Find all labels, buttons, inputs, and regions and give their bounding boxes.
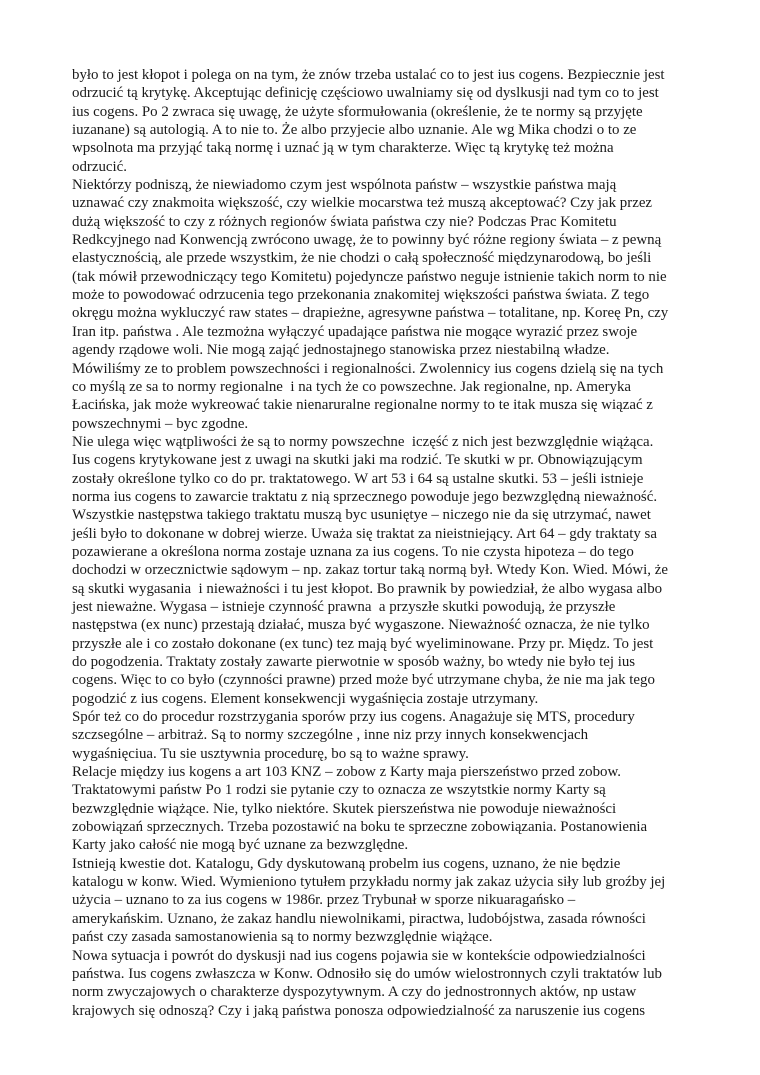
text-line: cogens. Więc to co było (czynności prawne) przed może być utrzymane chyba, że nie ma jak tego [72,672,655,689]
text-line: państ czy zasada samostanowienia są to normy bezwzględnie wiążące. [72,929,493,946]
text-line: iuzanane) są autologią. A to nie to. Że albo przyjecie albo uznanie. Ale wg Mika chodzi o to ze [72,122,637,139]
paragraph-3 [72,433,704,708]
text-line: wpsolnota ma przyjąć taką normę i uznać ją w tym charakterze. Więc tą krytykę też można [72,140,614,157]
text-line: Niektórzy podniszą, że niewiadomo czym jest wspólnota państw – wszystkie państwa mają [72,177,617,194]
paragraph-6 [72,855,704,947]
text-line: jeśli było to dokonane w dobrej wierze. Uważa się traktat za nieistniejący. Art 64 – gdy traktaty sa [72,525,657,542]
text-line: do pogodzenia. Traktaty zostały zawarte pierwotnie w sposób ważny, bo wtedy nie było tej ius [72,654,636,670]
text-line: Istnieją kwestie dot. Katalogu, Gdy dyskutowaną probelm ius cogens, uznano, że nie będzie [72,855,621,872]
text-line: bezwzględnie wiążące. Nie, tylko niektóre. Skutek pierszeństwa nie powoduje nieważności [72,800,617,817]
text-line: Iran itp. państwa . Ale tezmożna wyłączyć upadające państwa nie mogące wyrazić przez swoje [72,323,638,340]
text-line: przyszłe ale i co zostało dokonane (ex tunc) tez mają być wyeliminowane. Przy pr. Międz. To jest [72,635,654,652]
paragraph-2 [72,176,704,433]
text-line: amerykańskim. Uznano, że zakaz handlu niewolnikami, piractwa, ludobójstwa, zasada równości [72,910,646,927]
text-line: norm zwyczajowych o charakterze dyspozytywnym. A czy do jednostronnych aktów, np ustaw [72,984,637,1001]
text-line: okręgu można wykluczyć raw states – drapieżne, agresywne państwa – totalitane, np. Koreę Pn, czy [72,305,669,322]
text-line: Wszystkie następstwa takiego traktatu muszą byc usuniętye – niczego nie da się utrzymać, nawet [72,507,651,524]
text-line: uznawać czy znakmoita większość, czy wielkie mocarstwa też muszą akceptować? Czy jak przez [72,195,653,212]
text-line: zostały określone tylko co do pr. traktatowego. W art 53 i 64 są ustalne skutki. 53 – jeśli istnieje [72,470,644,487]
text-line: odrzucić. [72,158,127,175]
paragraph-4 [72,708,704,763]
text-line: następstwa (ex nunc) przestają działać, musza być wygaszone. Nieważność oznacza, że nie tylko [72,617,650,634]
text-line: ius cogens. Po 2 zwraca się uwagę, że użyte sformułowania (określenie, że te normy są przyjęte [72,103,643,120]
text-line: szczsególne – arbitraż. Są to normy szczególne , inne niz przy innych konsekwencjach [72,727,589,744]
text-line: Relacje między ius kogens a art 103 KNZ – zobow z Karty maja pierszeństwo przed zobow. [72,764,621,781]
text-line: agendy rządowe woli. Nie mogą zająć jednostajnego stanowiska przez niestabilną władze. [72,342,610,359]
text-line: jest nieważne. Wygasa – istnieje czynność prawna a przyszłe skutki powodują, że przyszłe [72,598,616,615]
text-line: elastycznością, ale przede wszystkim, że nie chodzi o całą społeczność międzynarodową, bo jeśli [72,250,652,267]
text-line: dużą większość to czy z różnych regionów świata państwa czy nie? Podczas Prac Komitetu [72,213,617,230]
text-line: odrzucić tą krytykę. Akceptując definicję częściowo uwalniamy się od dyslkusji nad tym co to jest [72,85,659,102]
text-line: Nie ulega więc wątpliwości że są to normy powszechne iczęść z nich jest bezwzględnie wiążąca. [72,433,654,450]
text-line: Karty jako całość nie mogą być uznane za bezwzględne. [72,837,409,854]
text-line: dochodzi w orzecznictwie sądowym – np. zakaz tortur taką normą był. Wtedy Kon. Wied. Mówi, że [72,562,668,579]
text-line: powszechnymi – byc zgodne. [72,415,249,432]
text-line: Ius cogens krytykowane jest z uwagi na skutki jaki ma rodzić. Te skutki w pr. Obnowiązującym [72,452,643,469]
text-line: pozawierane a określona norma zostaje uznana za ius cogens. To nie czysta hipoteza – do tego [72,543,634,560]
text-line: Traktatowymi państw Po 1 rodzi sie pytanie czy to oznacza ze wszytstkie normy Karty są [72,782,606,799]
text-line: użycia – uznano to za ius cogens w 1986r. przez Trybunał w sporze nikuaragańsko – [72,892,576,909]
text-line: co myślą ze sa to normy regionalne i na tych że co powszechne. Jak regionalne, np. Ameryka [72,378,632,395]
text-line: są skutki wygasania i nieważności i tu jest kłopot. Bo prawnik by powiedział, że albo wygasa albo [72,580,663,597]
text-line: Nowa sytuacja i powrót do dyskusji nad ius cogens pojawia sie w kontekście odpowiedzialności [72,947,646,964]
paragraph-7 [72,947,704,1020]
text-line: Łacińska, jak może wykreować takie nienaruralne regionalne normy to te itak musza się wiązać z [72,397,653,414]
text-line: krajowych się odnoszą? Czy i jaką państwa ponosza odpowiedzialność za naruszenie ius cogens [72,1002,646,1019]
text-line: było to jest kłopot i polega on na tym, że znów trzeba ustalać co to jest ius cogens. Bezpiecznie jest [72,67,665,83]
text-line: wygaśnięciua. Tu sie usztywnia procedurę, bo są to ważne sprawy. [72,745,469,762]
text-line: (tak mówił przewodniczący tego Komitetu) pojedyncze państwo neguje istnienie takich norm to nie [72,268,667,285]
document-page [72,66,704,1020]
text-line: katalogu w konw. Wied. Wymieniono tytułem przykładu normy jak zakaz użycia siły lub groźby jej [72,874,666,891]
text-line: norma ius cogens to zawarcie traktatu z nią sprzecznego powoduje jego bezwzględną nieważność. [72,488,658,505]
text-line: Mówiliśmy ze to problem powszechności i regionalności. Zwolennicy ius cogens dzielą się na tych [72,360,664,377]
text-line: zobowiązań sprzecznych. Trzeba pozostawić na boku te sprzeczne zobowiązania. Postanowienia [72,819,648,836]
paragraph-1 [72,66,704,176]
paragraph-5 [72,763,704,855]
text-line: może to powodować odrzucenia tego przekonania znakomitej większości państwa świata. Z tego [72,287,650,304]
text-line: Spór też co do procedur rozstrzygania sporów przy ius cogens. Anagażuje się MTS, procedury [72,709,635,726]
text-line: Redkcyjnego nad Konwencją zwrócono uwagę, że to powinny być różne regiony świata – z pewną [72,232,662,249]
text-line: pogodzić z ius cogens. Element konsekwencji wygaśnięcia zostaje utrzymany. [72,690,539,707]
text-line: państwa. Ius cogens zwłaszcza w Konw. Odnosiło się do umów wielostronnych czyli traktatów lub [72,965,662,982]
